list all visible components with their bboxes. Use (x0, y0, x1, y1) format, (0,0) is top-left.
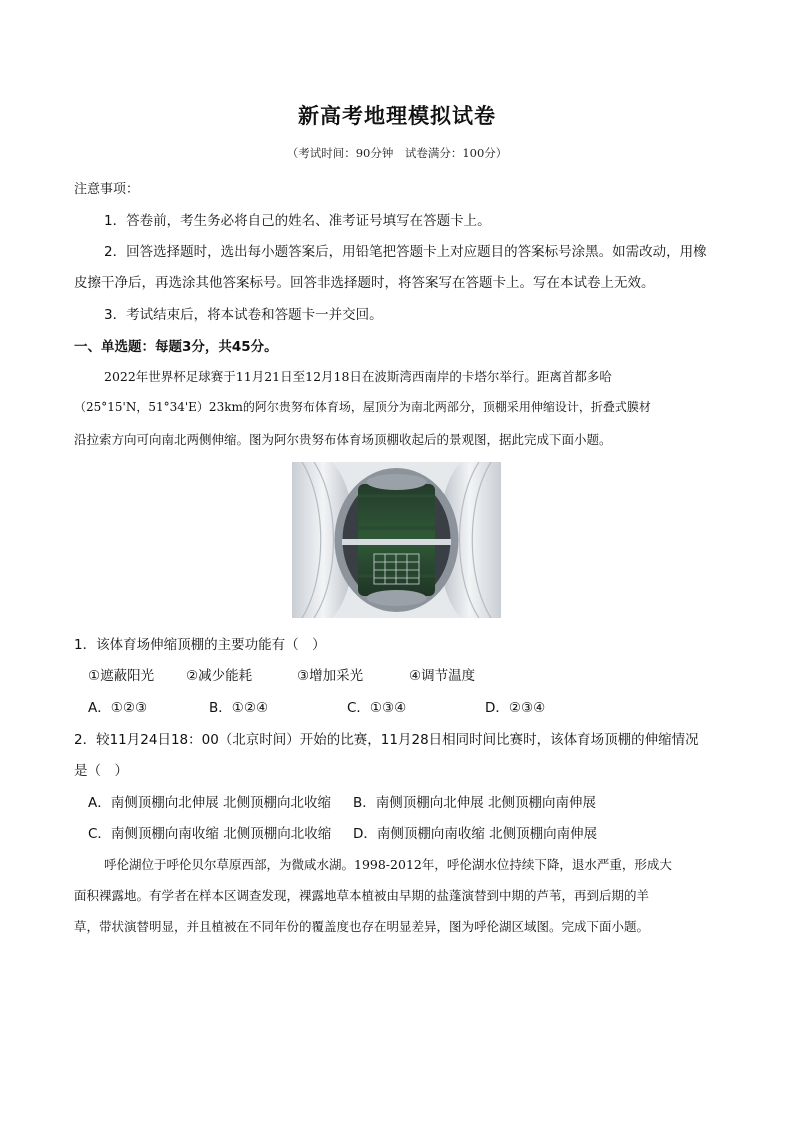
question-1-item-1: ①遮蔽阳光 (88, 668, 155, 684)
passage-2-line-1: 呼伦湖位于呼伦贝尔草原西部，为微咸水湖。1998-2012年，呼伦湖水位持续下降，退水严重，形成大 (104, 857, 672, 872)
notice-item-2-line-1: 2．回答选择题时，选出每小题答案后，用铅笔把答题卡上对应题目的答案标号涂黑。如需改动，用橡 (104, 244, 707, 260)
question-1-item-2: ②减少能耗 (186, 668, 253, 684)
passage-2-line-2: 面积裸露地。有学者在样本区调查发现，裸露地草本植被由早期的盐蓬演替到中期的芦苇，再到后期的羊 (74, 888, 650, 903)
notice-item-1: 1．答卷前，考生务必将自己的姓名、准考证号填写在答题卡上。 (104, 213, 491, 229)
passage-1-line-1: 2022年世界杯足球赛于11月21日至12月18日在波斯湾西南岸的卡塔尔举行。距离首都多哈 (104, 369, 612, 384)
question-1-stem: 1．该体育场伸缩顶棚的主要功能有（ ） (74, 637, 326, 653)
exam-subtitle: （考试时间：90分钟 试卷满分：100分） (286, 146, 508, 160)
question-2-option-d[interactable]: D．南侧顶棚向南收缩 北侧顶棚向南伸展 (353, 826, 598, 842)
question-2-option-a[interactable]: A．南侧顶棚向北伸展 北侧顶棚向北收缩 (88, 795, 332, 811)
stadium-photo (292, 462, 501, 618)
question-1-option-c[interactable]: C．①③④ (347, 700, 407, 716)
section-heading: 一、单选题：每题3分，共45分。 (74, 339, 278, 355)
question-2-stem-line-2: 是（ ） (74, 763, 128, 779)
passage-1-line-3: 沿拉索方向可向南北两侧伸缩。图为阿尔贵努布体育场顶棚收起后的景观图，据此完成下面小题。 (74, 432, 612, 447)
question-2-option-b[interactable]: B．南侧顶棚向北伸展 北侧顶棚向南伸展 (353, 795, 597, 811)
notice-item-2-line-2: 皮擦干净后，再选涂其他答案标号。回答非选择题时，将答案写在答题卡上。写在本试卷上无效。 (74, 275, 655, 291)
exam-title: 新高考地理模拟试卷 (298, 104, 496, 128)
passage-2-line-3: 草，带状演替明显，并且植被在不同年份的覆盖度也存在明显差异，图为呼伦湖区域图。完成下面小题。 (74, 919, 650, 934)
question-1-option-d[interactable]: D．②③④ (485, 700, 546, 716)
question-1-item-4: ④调节温度 (409, 668, 476, 684)
question-1-option-b[interactable]: B．①②④ (209, 700, 269, 716)
question-2-option-c[interactable]: C．南侧顶棚向南收缩 北侧顶棚向北收缩 (88, 826, 332, 842)
passage-1-line-2: （25°15'N，51°34'E）23km的阿尔贵努布体育场，屋顶分为南北两部分，顶棚采用伸缩设计，折叠式膜材 (74, 400, 651, 414)
question-1-item-3: ③增加采光 (297, 668, 364, 684)
question-1-option-a[interactable]: A．①②③ (88, 700, 148, 716)
stadium-aerial-image (292, 462, 501, 618)
question-2-stem-line-1: 2．较11月24日18：00（北京时间）开始的比赛，11月28日相同时间比赛时，该体育场顶棚的伸缩情况 (74, 732, 699, 748)
notice-heading: 注意事项： (74, 182, 140, 197)
notice-item-3: 3．考试结束后，将本试卷和答题卡一并交回。 (104, 307, 383, 323)
